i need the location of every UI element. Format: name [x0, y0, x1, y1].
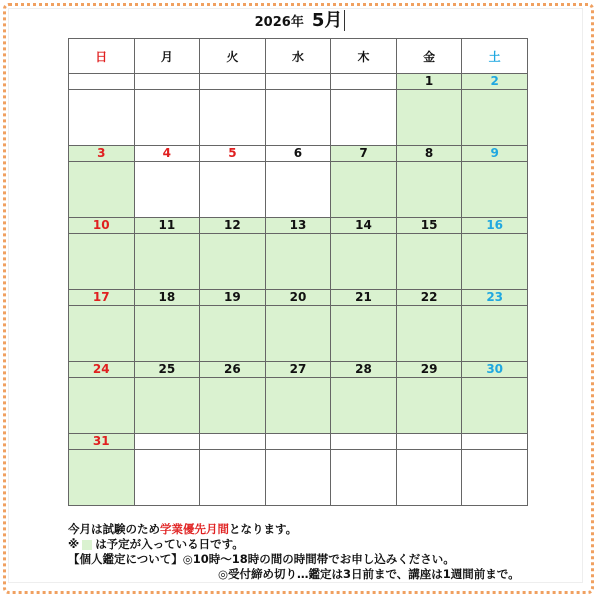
day-number-cell: 4	[134, 146, 200, 162]
day-body-cell	[200, 450, 266, 506]
day-body-cell	[69, 234, 135, 290]
title-year: 2026年	[254, 15, 304, 30]
weekday-header-row	[69, 39, 528, 74]
date-body-row	[69, 306, 528, 362]
date-body-row	[69, 162, 528, 218]
date-number-row	[69, 434, 528, 450]
note-line-2	[68, 537, 520, 552]
note-highlight: 学業優先月間	[160, 522, 229, 536]
day-number-cell	[265, 434, 331, 450]
day-number-cell: 11	[134, 218, 200, 234]
day-body-cell	[134, 162, 200, 218]
day-number-cell: 13	[265, 218, 331, 234]
day-number-cell: 20	[265, 290, 331, 306]
date-number-row	[69, 290, 528, 306]
day-body-cell	[134, 378, 200, 434]
day-number-cell: 17	[69, 290, 135, 306]
day-number-cell	[69, 74, 135, 90]
legend-swatch	[82, 540, 92, 550]
day-number-cell: 28	[331, 362, 397, 378]
date-body-row	[69, 90, 528, 146]
day-number-cell: 6	[265, 146, 331, 162]
day-body-cell	[265, 234, 331, 290]
day-body-cell	[69, 378, 135, 434]
day-number-cell	[462, 434, 528, 450]
day-number-cell	[331, 74, 397, 90]
calendar-grid	[68, 38, 528, 506]
day-body-cell	[265, 378, 331, 434]
day-number-cell: 25	[134, 362, 200, 378]
date-body-row	[69, 450, 528, 506]
day-body-cell	[396, 378, 462, 434]
day-body-cell	[200, 90, 266, 146]
day-number-cell: 9	[462, 146, 528, 162]
day-number-cell: 16	[462, 218, 528, 234]
date-number-row	[69, 74, 528, 90]
date-body-row	[69, 234, 528, 290]
date-number-row	[69, 218, 528, 234]
title-month: 5月	[312, 10, 346, 31]
day-number-cell	[134, 434, 200, 450]
day-body-cell	[200, 378, 266, 434]
day-number-cell: 18	[134, 290, 200, 306]
day-number-cell	[265, 74, 331, 90]
day-body-cell	[462, 378, 528, 434]
weekday-tue: 火	[200, 39, 266, 74]
day-body-cell	[69, 450, 135, 506]
calendar-title	[0, 6, 600, 32]
day-body-cell	[200, 234, 266, 290]
date-number-row	[69, 146, 528, 162]
day-number-cell: 5	[200, 146, 266, 162]
day-number-cell: 22	[396, 290, 462, 306]
day-body-cell	[134, 234, 200, 290]
note-text: 今月は試験のため	[68, 522, 160, 536]
day-body-cell	[396, 234, 462, 290]
day-body-cell	[396, 306, 462, 362]
note-line-1	[68, 522, 520, 537]
note-text: は予定が入っている日です。	[95, 537, 244, 551]
day-body-cell	[462, 450, 528, 506]
day-body-cell	[331, 162, 397, 218]
day-body-cell	[331, 378, 397, 434]
weekday-fri: 金	[396, 39, 462, 74]
note-text: となります。	[229, 522, 298, 536]
day-number-cell: 21	[331, 290, 397, 306]
day-body-cell	[462, 306, 528, 362]
note-line-3: 【個人鑑定について】◎10時～18時の間の時間帯でお申し込みください。	[68, 552, 455, 566]
day-number-cell: 10	[69, 218, 135, 234]
day-body-cell	[69, 162, 135, 218]
day-number-cell: 15	[396, 218, 462, 234]
note-line-4: ◎受付締め切り…鑑定は3日前まで、講座は1週間前まで。	[218, 567, 520, 581]
day-number-cell: 31	[69, 434, 135, 450]
day-body-cell	[134, 90, 200, 146]
weekday-wed: 水	[265, 39, 331, 74]
day-body-cell	[331, 90, 397, 146]
day-number-cell	[200, 434, 266, 450]
weekday-thu: 木	[331, 39, 397, 74]
day-body-cell	[265, 306, 331, 362]
day-number-cell: 1	[396, 74, 462, 90]
day-body-cell	[331, 306, 397, 362]
day-body-cell	[200, 306, 266, 362]
day-number-cell	[331, 434, 397, 450]
weekday-sat: 土	[462, 39, 528, 74]
day-number-cell: 3	[69, 146, 135, 162]
day-body-cell	[265, 90, 331, 146]
weekday-mon: 月	[134, 39, 200, 74]
day-body-cell	[265, 162, 331, 218]
day-number-cell: 14	[331, 218, 397, 234]
day-body-cell	[69, 306, 135, 362]
notes	[68, 522, 520, 582]
day-body-cell	[396, 450, 462, 506]
note-mark: ※	[68, 537, 80, 551]
day-number-cell: 24	[69, 362, 135, 378]
day-number-cell	[134, 74, 200, 90]
day-body-cell	[462, 162, 528, 218]
date-number-row	[69, 362, 528, 378]
day-number-cell: 23	[462, 290, 528, 306]
day-body-cell	[200, 162, 266, 218]
day-number-cell: 7	[331, 146, 397, 162]
day-body-cell	[331, 234, 397, 290]
day-body-cell	[462, 234, 528, 290]
day-number-cell: 2	[462, 74, 528, 90]
day-body-cell	[396, 90, 462, 146]
day-number-cell: 19	[200, 290, 266, 306]
day-number-cell: 27	[265, 362, 331, 378]
day-number-cell: 8	[396, 146, 462, 162]
calendar-body	[69, 74, 528, 506]
date-body-row	[69, 378, 528, 434]
day-body-cell	[134, 450, 200, 506]
day-number-cell: 12	[200, 218, 266, 234]
day-body-cell	[69, 90, 135, 146]
day-number-cell: 30	[462, 362, 528, 378]
day-number-cell: 26	[200, 362, 266, 378]
day-body-cell	[331, 450, 397, 506]
day-body-cell	[134, 306, 200, 362]
day-number-cell: 29	[396, 362, 462, 378]
day-number-cell	[200, 74, 266, 90]
day-body-cell	[462, 90, 528, 146]
day-body-cell	[265, 450, 331, 506]
weekday-sun: 日	[69, 39, 135, 74]
day-number-cell	[396, 434, 462, 450]
day-body-cell	[396, 162, 462, 218]
